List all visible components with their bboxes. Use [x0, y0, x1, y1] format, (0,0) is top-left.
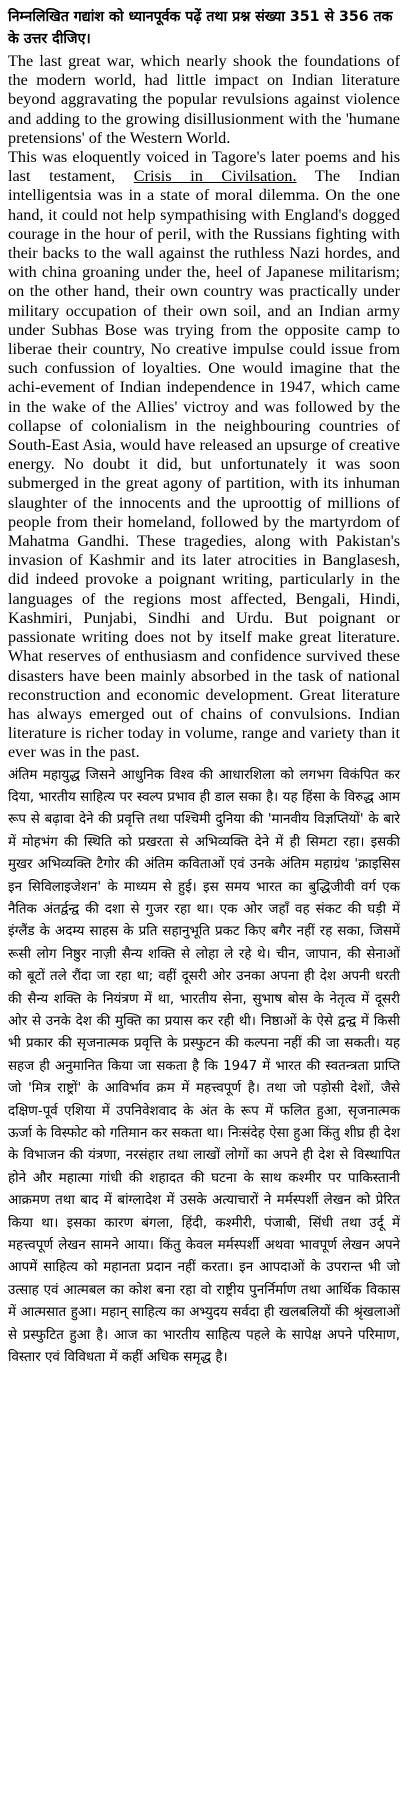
- english-paragraph-2: [8, 148, 400, 763]
- english-paragraph-2-start: This was eloquently voiced in Tagore's later poems and his last testament,: [8, 148, 400, 186]
- english-paragraph-2-rest: The Indian intelligentsia was in a state of moral dilemma. On the one hand, it could not help sympathising with England's dogged courage in the hour of peril, with the Russians fighting with their backs to the wall against the ruthless Nazi hordes, and with china groaning under the, heel of Japanese militarism; on the other hand, their own country was practically under military occupation of their own soil, and an Indian army under Subhas Bose was trying from the opposite camp to liberae their country, No creative impulse could issue from such confussion of loyalties. One would imagine that the achi-evement of Indian independence in 1947, which came in the wake of the Allies' victroy and was followed by the collapse of colonialism in the neighbouring countries of South-East Asia, would have released an upsurge of creative energy. No doubt it did, but unfortunately it was soon submerged in the great agony of partition, with its inhuman slaughter of the innocents and the uproottig of millions of people from their homeland, followed by the martyrdom of Mahatma Gandhi. These tragedies, along with Pakistan's invasion of Kashmir and its later atrocities in Banglasesh, did indeed provoke a poignant writing, particularly in the languages of the regions most affected, Bengali, Hindi, Kashmiri, Punjabi, Sindhi and Urdu. But poignant or passionate writing does not by itself make great literature. What reserves of enthusiasm and confidence survived these disasters have been mainly absorbed in the task of national reconstruction and economic development. Great literature has always emerged out of chains of convulsions. Indian literature is richer today in volume, range and variety than it ever was in the past.: [8, 167, 400, 762]
- book-title-crisis-in-civilisation: Crisis in Civilsation.: [133, 167, 297, 186]
- english-passage: [8, 52, 400, 763]
- hindi-passage: अंतिम महायुद्ध जिसने आधुनिक विश्व की आधारशिला को लगभग विकंपित कर दिया, भारतीय साहित्य पर स्वल्प प्रभाव ही डाल सका है। यह हिंसा के विरुद्ध आम रूप से बढ़ावा देने की प्रवृत्ति तथा पश्चिमी दुनिया की 'मानवीय विज्ञप्तियों' के बारे में मोहभंग की स्थिति को प्रखरता से अभिव्यक्ति देने में ही सिमटा रहा। इसकी मुखर अभिव्यक्ति टैगोर की अंतिम कविताओं एवं उनके अंतिम महाग्रंथ 'क्राइसिस इन सिविलाइजेशन' के माध्यम से हुई। इस समय भारत का बुद्धिजीवी वर्ग एक नैतिक अंतर्द्वन्द्व की दशा से गुजर रहा था। एक ओर जहाँ वह संकट की घड़ी में इंग्लैंड के अदम्य साहस के प्रति सहानुभूति प्रकट किए बगैर नहीं रह सका, जिसमें रूसी लोग निष्ठुर नाज़ी सैन्य शक्ति से लोहा ले रहे थे। चीन, जापान, की सेनाओं को बूटों तले रौंदा जा रहा था; वहीं दूसरी ओर उनका अपना ही देश अपनी धरती की सैन्य शक्ति के नियंत्रण में था, भारतीय सेना, सुभाष बोस के नेतृत्व में दूसरी ओर से उनके देश की मुक्ति का प्रयास कर रही थी। निष्ठाओं के ऐसे द्वन्द्व में किसी भी प्रकार की सृजनात्मक प्रवृत्ति के प्रस्फुटन की कल्पना नहीं की जा सकती। यह सहज ही अनुमानित किया जा सकता है कि 1947 में भारत की स्वतन्त्रता प्राप्ति जो 'मित्र राष्ट्रों' के आविर्भाव क्रम में महत्त्वपूर्ण है। तथा जो पड़ोसी देशों, जैसे दक्षिण-पूर्व एशिया में उपनिवेशवाद के अंत के रूप में फलित हुआ, सृजनात्मक ऊर्जा के विस्फोट को गतिमान कर सकता था। निःसंदेह ऐसा हुआ किंतु शीघ्र ही देश के विभाजन की यंत्रणा, नरसंहार तथा लाखों लोगों का अपने ही देश से विस्थापित होने और महात्मा गांधी की शहादत की घटना के साथ कश्मीर पर पाकिस्तानी आक्रमण तथा बाद में बांग्लादेश में उसके अत्याचारों ने मर्मस्पर्शी लेखन को प्रेरित किया था। इसका कारण बंगला, हिंदी, कश्मीरी, पंजाबी, सिंधी तथा उर्दू में महत्त्वपूर्ण लेखन सामने आया। किंतु केवल मर्मस्पर्शी अथवा भावपूर्ण लेखन अपने आपमें साहित्य को महानता प्रदान नहीं करता। इन आपदाओं के उपरान्त भी जो उत्साह एवं आत्मबल का कोश बना रहा वो राष्ट्रीय पुनर्निर्माण तथा आर्थिक विकास में आत्मसात हुआ। महान् साहित्य का अभ्युदय सर्वदा ही खलबलियों की श्रृंखलाओं से प्रस्फुटित हुआ है। आज का भारतीय साहित्य पहले के सापेक्ष अपने परिमाण, विस्तार एवं विविधता में कहीं अधिक समृद्ध है।: [8, 767, 400, 1366]
- instruction-heading: निम्नलिखित गद्यांश को ध्यानपूर्वक पढ़ें तथा प्रश्न संख्या 351 से 356 तक के उत्तर दीजिए।: [8, 9, 393, 47]
- english-paragraph-1: The last great war, which nearly shook the foundations of the modern world, had little impact on Indian literature beyond aggravating the popular revulsions against violence and adding to the growing disillusionment with the 'humane pretensions' of the Western World.: [8, 52, 400, 147]
